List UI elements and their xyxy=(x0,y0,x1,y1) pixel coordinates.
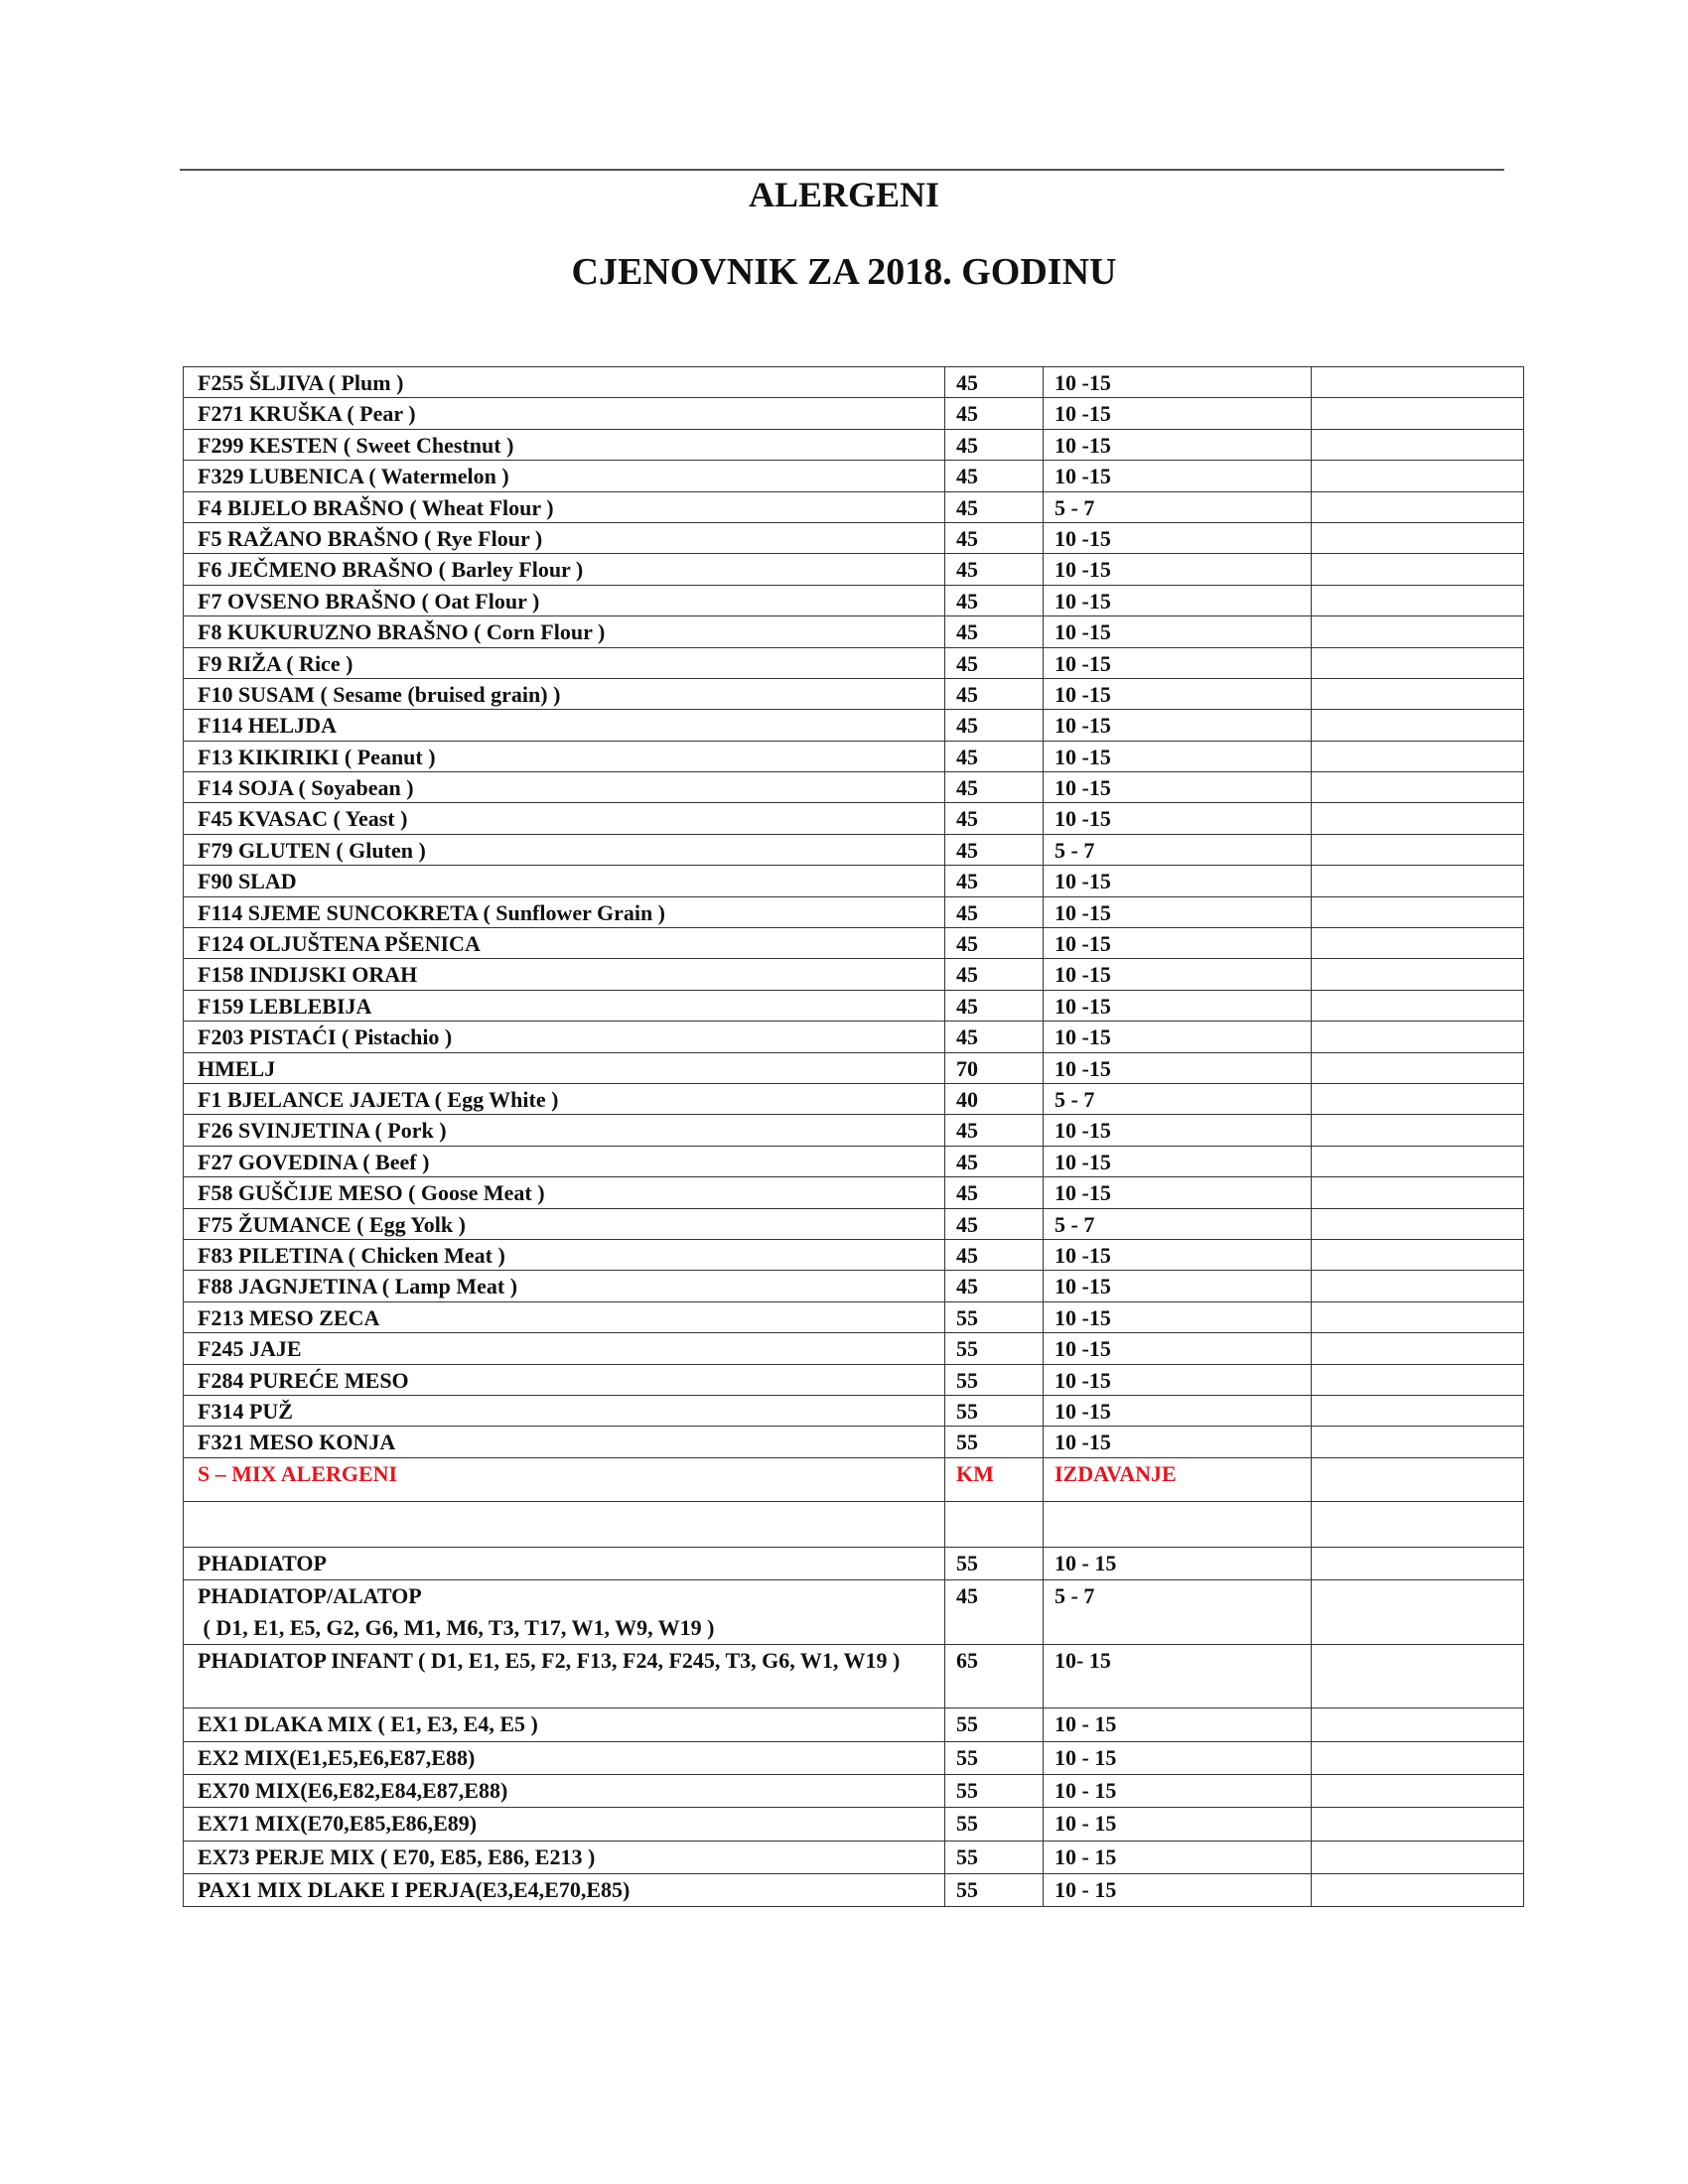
item-name: F90 SLAD xyxy=(184,866,945,896)
item-note xyxy=(1312,866,1524,896)
table-row xyxy=(184,554,1524,585)
item-note xyxy=(1312,367,1524,398)
item-price: 45 xyxy=(945,896,1044,927)
item-days: 10 -15 xyxy=(1044,710,1312,741)
item-price: 45 xyxy=(945,1022,1044,1052)
item-note xyxy=(1312,1083,1524,1114)
item-note xyxy=(1312,1841,1524,1873)
item-note xyxy=(1312,1741,1524,1774)
table-row xyxy=(184,1022,1524,1052)
item-price: 45 xyxy=(945,834,1044,865)
item-days: 10 -15 xyxy=(1044,1239,1312,1270)
item-name: F203 PISTAĆI ( Pistachio ) xyxy=(184,1022,945,1052)
item-name: F245 JAJE xyxy=(184,1333,945,1364)
item-name: F13 KIKIRIKI ( Peanut ) xyxy=(184,741,945,771)
item-note xyxy=(1312,1547,1524,1579)
item-price: 45 xyxy=(945,429,1044,460)
item-name: F124 OLJUŠTENA PŠENICA xyxy=(184,928,945,959)
item-note xyxy=(1312,1333,1524,1364)
item-note xyxy=(1312,678,1524,709)
price-table xyxy=(183,366,1524,1907)
item-price: 45 xyxy=(945,616,1044,647)
table-row xyxy=(184,461,1524,491)
item-note xyxy=(1312,1395,1524,1426)
item-name: F114 HELJDA xyxy=(184,710,945,741)
item-days: 5 - 7 xyxy=(1044,1208,1312,1239)
item-note xyxy=(1312,1808,1524,1841)
item-name: F5 RAŽANO BRAŠNO ( Rye Flour ) xyxy=(184,522,945,553)
item-name: F79 GLUTEN ( Gluten ) xyxy=(184,834,945,865)
food-allergen-rows xyxy=(184,367,1524,1458)
table-row xyxy=(184,1115,1524,1146)
item-price: 45 xyxy=(945,710,1044,741)
item-name: EX1 DLAKA MIX ( E1, E3, E4, E5 ) xyxy=(184,1708,945,1741)
item-name: F255 ŠLJIVA ( Plum ) xyxy=(184,367,945,398)
item-note xyxy=(1312,803,1524,834)
table-row xyxy=(184,1741,1524,1774)
item-days: 5 - 7 xyxy=(1044,491,1312,522)
item-price: 55 xyxy=(945,1333,1044,1364)
table-row xyxy=(184,367,1524,398)
item-name: F26 SVINJETINA ( Pork ) xyxy=(184,1115,945,1146)
item-price: 45 xyxy=(945,772,1044,803)
item-name: EX70 MIX(E6,E82,E84,E87,E88) xyxy=(184,1775,945,1808)
item-name: F58 GUŠČIJE MESO ( Goose Meat ) xyxy=(184,1177,945,1208)
table-row xyxy=(184,834,1524,865)
item-price: 65 xyxy=(945,1644,1044,1708)
table-row xyxy=(184,1146,1524,1176)
item-price: 45 xyxy=(945,1177,1044,1208)
table-row xyxy=(184,866,1524,896)
empty-cell xyxy=(1044,1501,1312,1547)
item-price: 45 xyxy=(945,367,1044,398)
item-price: 45 xyxy=(945,741,1044,771)
item-days: 10 -15 xyxy=(1044,367,1312,398)
table-row xyxy=(184,1333,1524,1364)
item-note xyxy=(1312,1115,1524,1146)
item-days: 10 -15 xyxy=(1044,461,1312,491)
item-price: 45 xyxy=(945,1271,1044,1301)
table-row xyxy=(184,429,1524,460)
table-row xyxy=(184,896,1524,927)
item-note xyxy=(1312,1301,1524,1332)
table-row xyxy=(184,1775,1524,1808)
item-price: 40 xyxy=(945,1083,1044,1114)
item-days: 10 -15 xyxy=(1044,928,1312,959)
item-price: 45 xyxy=(945,585,1044,615)
item-name: F8 KUKURUZNO BRAŠNO ( Corn Flour ) xyxy=(184,616,945,647)
item-note xyxy=(1312,1579,1524,1644)
table-row xyxy=(184,1083,1524,1114)
table-row xyxy=(184,678,1524,709)
item-days: 10 -15 xyxy=(1044,1146,1312,1176)
item-days: 10 - 15 xyxy=(1044,1775,1312,1808)
item-days: 10 -15 xyxy=(1044,866,1312,896)
item-name: F158 INDIJSKI ORAH xyxy=(184,959,945,990)
table-row xyxy=(184,491,1524,522)
item-days: 10 -15 xyxy=(1044,772,1312,803)
item-name: F27 GOVEDINA ( Beef ) xyxy=(184,1146,945,1176)
item-note xyxy=(1312,1022,1524,1052)
item-name: F271 KRUŠKA ( Pear ) xyxy=(184,398,945,429)
item-note xyxy=(1312,1364,1524,1395)
mix-section-header xyxy=(184,1457,1524,1547)
table-row xyxy=(184,1364,1524,1395)
table-row xyxy=(184,585,1524,615)
item-days: 10 -15 xyxy=(1044,429,1312,460)
table-row xyxy=(184,616,1524,647)
item-name: HMELJ xyxy=(184,1052,945,1083)
item-price: 45 xyxy=(945,959,1044,990)
item-name: F83 PILETINA ( Chicken Meat ) xyxy=(184,1239,945,1270)
table-row xyxy=(184,1052,1524,1083)
table-row xyxy=(184,522,1524,553)
item-price: 45 xyxy=(945,554,1044,585)
item-name: PHADIATOP/ALATOP ( D1, E1, E5, G2, G6, M1, M6, T3, T17, W1, W9, W19 ) xyxy=(184,1579,945,1644)
table-row xyxy=(184,1579,1524,1644)
item-days: 10 -15 xyxy=(1044,1427,1312,1457)
item-note xyxy=(1312,772,1524,803)
item-name: EX71 MIX(E70,E85,E86,E89) xyxy=(184,1808,945,1841)
item-name: F4 BIJELO BRAŠNO ( Wheat Flour ) xyxy=(184,491,945,522)
item-days: 10 -15 xyxy=(1044,1395,1312,1426)
item-name: F321 MESO KONJA xyxy=(184,1427,945,1457)
item-days: 10 - 15 xyxy=(1044,1708,1312,1741)
item-note xyxy=(1312,710,1524,741)
item-note xyxy=(1312,1775,1524,1808)
table-row xyxy=(184,959,1524,990)
item-name: F10 SUSAM ( Sesame (bruised grain) ) xyxy=(184,678,945,709)
item-note xyxy=(1312,554,1524,585)
item-note xyxy=(1312,647,1524,678)
item-price: 55 xyxy=(945,1775,1044,1808)
mix-allergen-rows xyxy=(184,1547,1524,1907)
item-days: 10 -15 xyxy=(1044,1052,1312,1083)
item-name: F299 KESTEN ( Sweet Chestnut ) xyxy=(184,429,945,460)
item-note xyxy=(1312,1644,1524,1708)
item-days: 10 -15 xyxy=(1044,616,1312,647)
item-note xyxy=(1312,616,1524,647)
item-days: 10 -15 xyxy=(1044,522,1312,553)
item-days: 10 - 15 xyxy=(1044,1808,1312,1841)
item-note xyxy=(1312,1873,1524,1906)
item-name: F45 KVASAC ( Yeast ) xyxy=(184,803,945,834)
item-days: 10 -15 xyxy=(1044,1364,1312,1395)
item-price: 45 xyxy=(945,1239,1044,1270)
item-price: 45 xyxy=(945,491,1044,522)
item-note xyxy=(1312,1177,1524,1208)
item-days: 10 -15 xyxy=(1044,803,1312,834)
empty-cell xyxy=(1312,1501,1524,1547)
page-title: ALERGENI xyxy=(748,175,940,214)
item-name: F6 JEČMENO BRAŠNO ( Barley Flour ) xyxy=(184,554,945,585)
item-days: 10 -15 xyxy=(1044,1115,1312,1146)
item-price: 55 xyxy=(945,1841,1044,1873)
item-price: 45 xyxy=(945,1208,1044,1239)
item-note xyxy=(1312,1146,1524,1176)
table-row xyxy=(184,1547,1524,1579)
item-note xyxy=(1312,1271,1524,1301)
item-price: 45 xyxy=(945,461,1044,491)
item-name: PHADIATOP INFANT ( D1, E1, E5, F2, F13, F24, F245, T3, G6, W1, W19 ) xyxy=(184,1644,945,1708)
item-name: PHADIATOP xyxy=(184,1547,945,1579)
item-note xyxy=(1312,1208,1524,1239)
empty-cell xyxy=(945,1501,1044,1547)
item-days: 10 -15 xyxy=(1044,1177,1312,1208)
page-subtitle: CJENOVNIK ZA 2018. GODINU xyxy=(571,251,1117,293)
item-name: F159 LEBLEBIJA xyxy=(184,990,945,1021)
item-price: 55 xyxy=(945,1808,1044,1841)
item-price: 45 xyxy=(945,866,1044,896)
item-days: 10 - 15 xyxy=(1044,1741,1312,1774)
item-note xyxy=(1312,522,1524,553)
item-days: 10 -15 xyxy=(1044,1333,1312,1364)
table-row xyxy=(184,1708,1524,1741)
item-name: F9 RIŽA ( Rice ) xyxy=(184,647,945,678)
table-row xyxy=(184,1808,1524,1841)
mix-header-name: S – MIX ALERGENI xyxy=(184,1457,945,1501)
item-price: 45 xyxy=(945,1146,1044,1176)
item-note xyxy=(1312,741,1524,771)
item-days: 5 - 7 xyxy=(1044,1083,1312,1114)
item-name: F114 SJEME SUNCOKRETA ( Sunflower Grain ) xyxy=(184,896,945,927)
item-days: 10 -15 xyxy=(1044,741,1312,771)
item-note xyxy=(1312,928,1524,959)
item-days: 10 - 15 xyxy=(1044,1873,1312,1906)
item-note xyxy=(1312,990,1524,1021)
item-days: 10 -15 xyxy=(1044,1301,1312,1332)
item-note xyxy=(1312,398,1524,429)
item-price: 45 xyxy=(945,928,1044,959)
item-note xyxy=(1312,896,1524,927)
table-row xyxy=(184,1841,1524,1873)
item-price: 55 xyxy=(945,1427,1044,1457)
item-price: 45 xyxy=(945,398,1044,429)
table-row xyxy=(184,1208,1524,1239)
item-days: 10 -15 xyxy=(1044,554,1312,585)
item-days: 10 -15 xyxy=(1044,398,1312,429)
item-price: 55 xyxy=(945,1741,1044,1774)
item-note xyxy=(1312,834,1524,865)
item-price: 55 xyxy=(945,1547,1044,1579)
item-days: 10 - 15 xyxy=(1044,1547,1312,1579)
item-name: PAX1 MIX DLAKE I PERJA(E3,E4,E70,E85) xyxy=(184,1873,945,1906)
table-row xyxy=(184,1427,1524,1457)
table-row xyxy=(184,1395,1524,1426)
item-note xyxy=(1312,491,1524,522)
table-row xyxy=(184,710,1524,741)
item-name: EX73 PERJE MIX ( E70, E85, E86, E213 ) xyxy=(184,1841,945,1873)
table-row xyxy=(184,647,1524,678)
item-note xyxy=(1312,1052,1524,1083)
mix-header-note xyxy=(1312,1457,1524,1501)
table-row xyxy=(184,398,1524,429)
item-days: 10 - 15 xyxy=(1044,1841,1312,1873)
mix-header-row xyxy=(184,1457,1524,1501)
item-note xyxy=(1312,585,1524,615)
item-price: 45 xyxy=(945,803,1044,834)
header-rule xyxy=(180,169,1504,171)
item-days: 10 -15 xyxy=(1044,647,1312,678)
item-note xyxy=(1312,959,1524,990)
item-days: 10 -15 xyxy=(1044,585,1312,615)
item-price: 55 xyxy=(945,1708,1044,1741)
table-row xyxy=(184,928,1524,959)
item-name: F1 BJELANCE JAJETA ( Egg White ) xyxy=(184,1083,945,1114)
empty-row xyxy=(184,1501,1524,1547)
item-name: F88 JAGNJETINA ( Lamp Meat ) xyxy=(184,1271,945,1301)
item-name: F7 OVSENO BRAŠNO ( Oat Flour ) xyxy=(184,585,945,615)
item-name: EX2 MIX(E1,E5,E6,E87,E88) xyxy=(184,1741,945,1774)
item-days: 10 -15 xyxy=(1044,1022,1312,1052)
item-name: F314 PUŽ xyxy=(184,1395,945,1426)
table-row xyxy=(184,803,1524,834)
item-note xyxy=(1312,1239,1524,1270)
item-price: 55 xyxy=(945,1301,1044,1332)
item-note xyxy=(1312,1708,1524,1741)
empty-cell xyxy=(184,1501,945,1547)
item-note xyxy=(1312,1427,1524,1457)
table-row xyxy=(184,1239,1524,1270)
item-days: 5 - 7 xyxy=(1044,1579,1312,1644)
item-days: 5 - 7 xyxy=(1044,834,1312,865)
item-days: 10 -15 xyxy=(1044,1271,1312,1301)
item-days: 10 -15 xyxy=(1044,990,1312,1021)
table-row xyxy=(184,772,1524,803)
table-row xyxy=(184,1271,1524,1301)
item-price: 70 xyxy=(945,1052,1044,1083)
item-days: 10 -15 xyxy=(1044,896,1312,927)
table-row xyxy=(184,741,1524,771)
item-price: 45 xyxy=(945,1115,1044,1146)
item-days: 10 -15 xyxy=(1044,678,1312,709)
item-days: 10- 15 xyxy=(1044,1644,1312,1708)
mix-header-days: IZDAVANJE xyxy=(1044,1457,1312,1501)
item-price: 45 xyxy=(945,647,1044,678)
table-row xyxy=(184,1873,1524,1906)
table-row xyxy=(184,1644,1524,1708)
item-price: 55 xyxy=(945,1364,1044,1395)
item-name: F329 LUBENICA ( Watermelon ) xyxy=(184,461,945,491)
item-price: 45 xyxy=(945,990,1044,1021)
item-name: F75 ŽUMANCE ( Egg Yolk ) xyxy=(184,1208,945,1239)
mix-header-price: KM xyxy=(945,1457,1044,1501)
table-row xyxy=(184,1177,1524,1208)
item-note xyxy=(1312,461,1524,491)
item-price: 45 xyxy=(945,678,1044,709)
item-note xyxy=(1312,429,1524,460)
item-price: 45 xyxy=(945,1579,1044,1644)
item-price: 55 xyxy=(945,1873,1044,1906)
item-name: F213 MESO ZECA xyxy=(184,1301,945,1332)
item-price: 45 xyxy=(945,522,1044,553)
item-name: F284 PUREĆE MESO xyxy=(184,1364,945,1395)
item-name: F14 SOJA ( Soyabean ) xyxy=(184,772,945,803)
item-price: 55 xyxy=(945,1395,1044,1426)
table-row xyxy=(184,990,1524,1021)
table-row xyxy=(184,1301,1524,1332)
item-days: 10 -15 xyxy=(1044,959,1312,990)
